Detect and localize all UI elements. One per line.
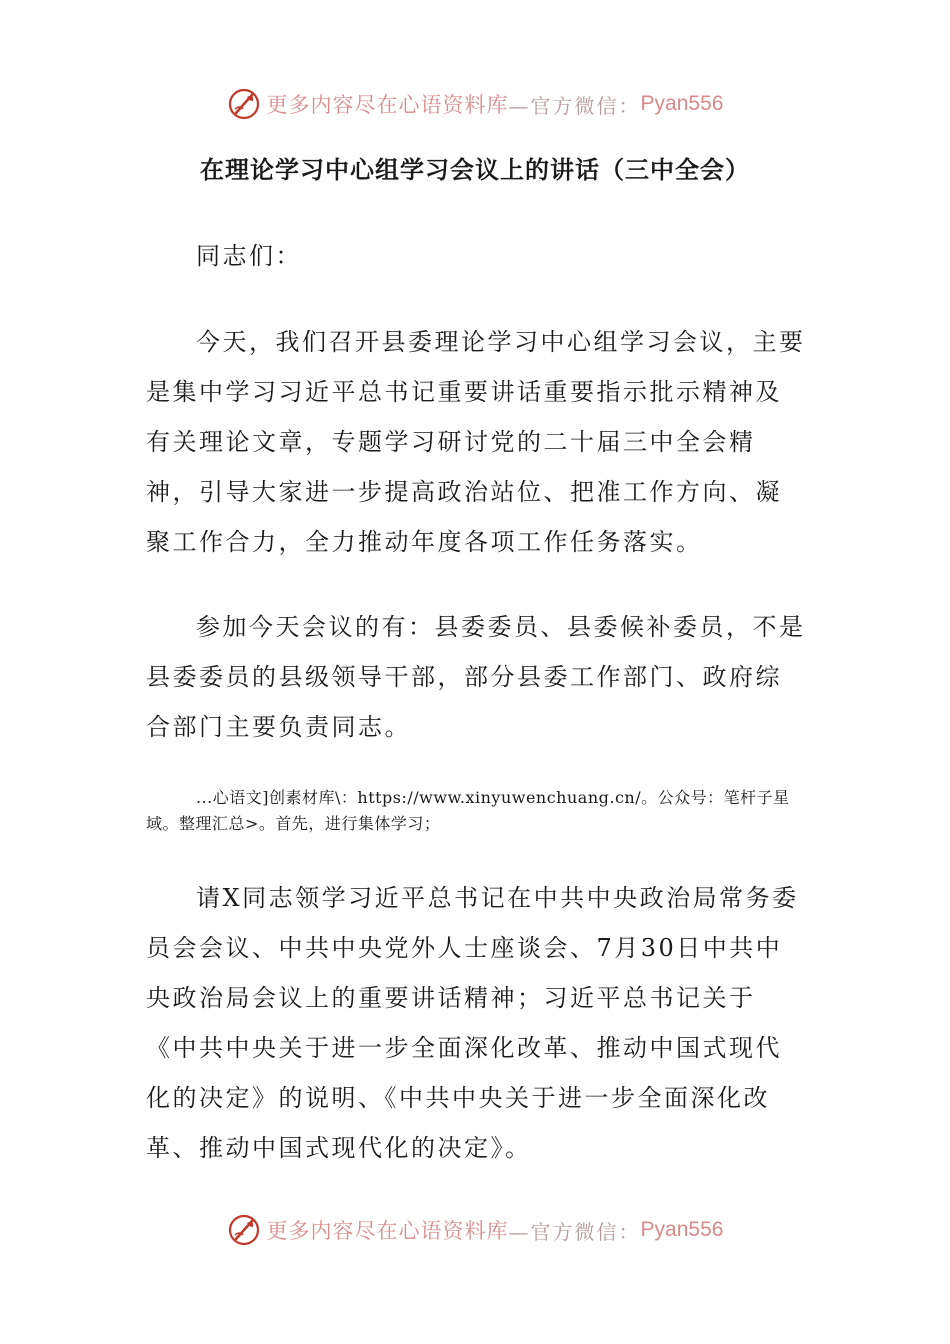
paragraph-1: 今天，我们召开县委理论学习中心组学习会议，主要是集中学习习近平总书记重要讲话重要指示批示精神及有关理论文章，专题学习研讨党的二十届三中全会精神，引导大家进一步提高政治站位、把准工作方向、凝聚工作合力，全力推动年度各项工作任务落实。 — [146, 328, 806, 556]
watermark-id: Pyan556 — [640, 92, 724, 115]
watermark-suffix: —官方微信： — [508, 1219, 641, 1244]
quill-pen-logo-icon — [227, 87, 261, 121]
document-title: 在理论学习中心组学习会议上的讲话（三中全会） — [200, 155, 750, 184]
watermark-text: 更多内容尽在心语资料库 — [266, 1219, 509, 1243]
paragraph-3: 请X同志领学习近平总书记在中共中央政治局常务委员会会议、中共中央党外人士座谈会、7月30日中共中央政治局会议上的重要讲话精神；习近平总书记关于《中共中央关于进一步全面深化改革、推动中国式现代化的决定》的说明、《中共中央关于进一步全面深化改革、推动中国式现代化的决定》。 — [146, 884, 799, 1162]
paragraph-2: 参加今天会议的有：县委委员、县委候补委员，不是县委委员的县级领导干部，部分县委工作部门、政府综合部门主要负责同志。 — [146, 613, 806, 741]
watermark-suffix: —官方微信： — [508, 93, 641, 118]
greeting: 同志们： — [196, 242, 302, 270]
footer-watermark — [0, 1210, 950, 1250]
watermark-text: 更多内容尽在心语资料库 — [266, 93, 509, 117]
source-note: ...心语文]创素材库\：https://www.xinyuwenchuang.cn/。公众号：笔杆子星域。整理汇总>。首先，进行集体学习； — [146, 788, 790, 833]
header-watermark — [0, 84, 950, 124]
watermark-id: Pyan556 — [640, 1218, 724, 1241]
quill-pen-logo-icon — [227, 1213, 261, 1247]
